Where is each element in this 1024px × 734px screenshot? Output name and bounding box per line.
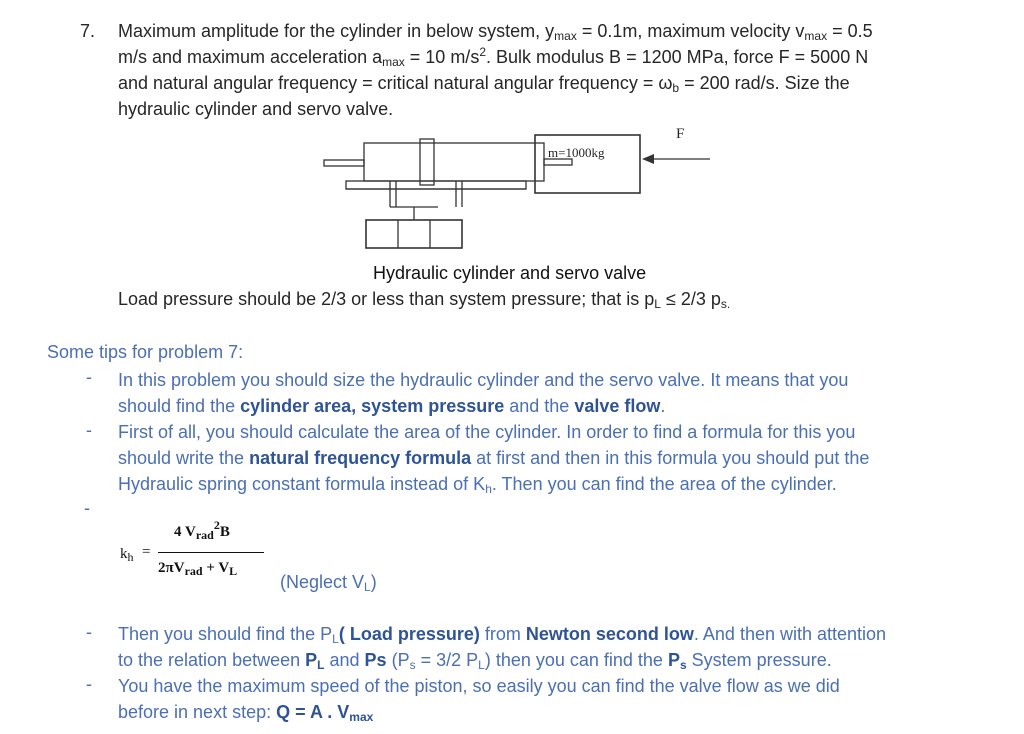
tip-3-line-1: Then you should find the $P_L$( Load pressure) from Newton second low. And then with attention bbox=[118, 624, 887, 646]
problem-line-1: Maximum amplitude for the cylinder in below system, $y_{max} = 0.1m$, maximum velocity $v_{max} = 0.5$ bbox=[118, 21, 873, 43]
force-label: F bbox=[676, 126, 685, 142]
problem-line-2: m/s and maximum acceleration $a_{max} = 10$ $m/s^2$. Bulk modulus B = 1200 MPa, force F = 5000 N bbox=[118, 45, 869, 69]
servo-valve bbox=[366, 220, 462, 248]
hydraulic-diagram bbox=[310, 125, 730, 255]
mass-label: m=1000kg bbox=[548, 145, 605, 160]
bullet-dash: - bbox=[86, 420, 92, 440]
tip-1-line-1: In this problem you should size the hydraulic cylinder and the servo valve. It means that you bbox=[118, 370, 849, 390]
fraction-bar bbox=[158, 552, 264, 553]
neglect-note: (Neglect $V_L$) bbox=[280, 572, 377, 594]
kh-formula: $k_h$ = 4 $V_{rad}^2B$ $2\pi V_{rad} + V_L$ bbox=[118, 518, 278, 588]
tip-2-line-3: Hydraulic spring constant formula instead of $K_h$. Then you can find the area of the cylinder. bbox=[118, 474, 837, 496]
load-pressure-note: Load pressure should be 2/3 or less than system pressure; that is $p_L \le 2/3$ $p_{s.}$ bbox=[118, 289, 731, 311]
problem-line-4: hydraulic cylinder and servo valve. bbox=[118, 99, 394, 119]
bullet-dash: - bbox=[86, 622, 92, 642]
bullet-dash: - bbox=[86, 674, 92, 694]
problem-line-3: and natural angular frequency = critical natural angular frequency = $\omega_b = 200$ rad/s. Size the bbox=[118, 73, 850, 95]
piston-rod-left bbox=[324, 160, 364, 166]
tip-4-line-1: You have the maximum speed of the piston, so easily you can find the valve flow as we did bbox=[118, 676, 840, 696]
tip-1-line-2: should find the cylinder area, system pressure and the valve flow. bbox=[118, 396, 666, 416]
figure-caption: Hydraulic cylinder and servo valve bbox=[373, 263, 647, 283]
tip-2-line-1: First of all, you should calculate the area of the cylinder. In order to find a formula for this you bbox=[118, 422, 856, 442]
bullet-dash: - bbox=[84, 498, 90, 518]
cylinder-body bbox=[364, 143, 544, 181]
tip-3-line-2: to the relation between $P_L$ and Ps ($P_s = 3/2$ $P_L$) then you can find the $P_s$ System pressure. bbox=[118, 650, 832, 672]
tips-heading: Some tips for problem 7: bbox=[47, 342, 244, 362]
mass-block bbox=[535, 135, 640, 193]
tip-2-line-2: should write the natural frequency formula at first and then in this formula you should put the bbox=[118, 448, 870, 468]
bullet-dash: - bbox=[86, 367, 92, 387]
tip-4-line-2: before in next step: Q = A . $V_{max}$ bbox=[118, 702, 374, 724]
piston bbox=[420, 139, 434, 185]
problem-number: 7. bbox=[80, 21, 96, 41]
